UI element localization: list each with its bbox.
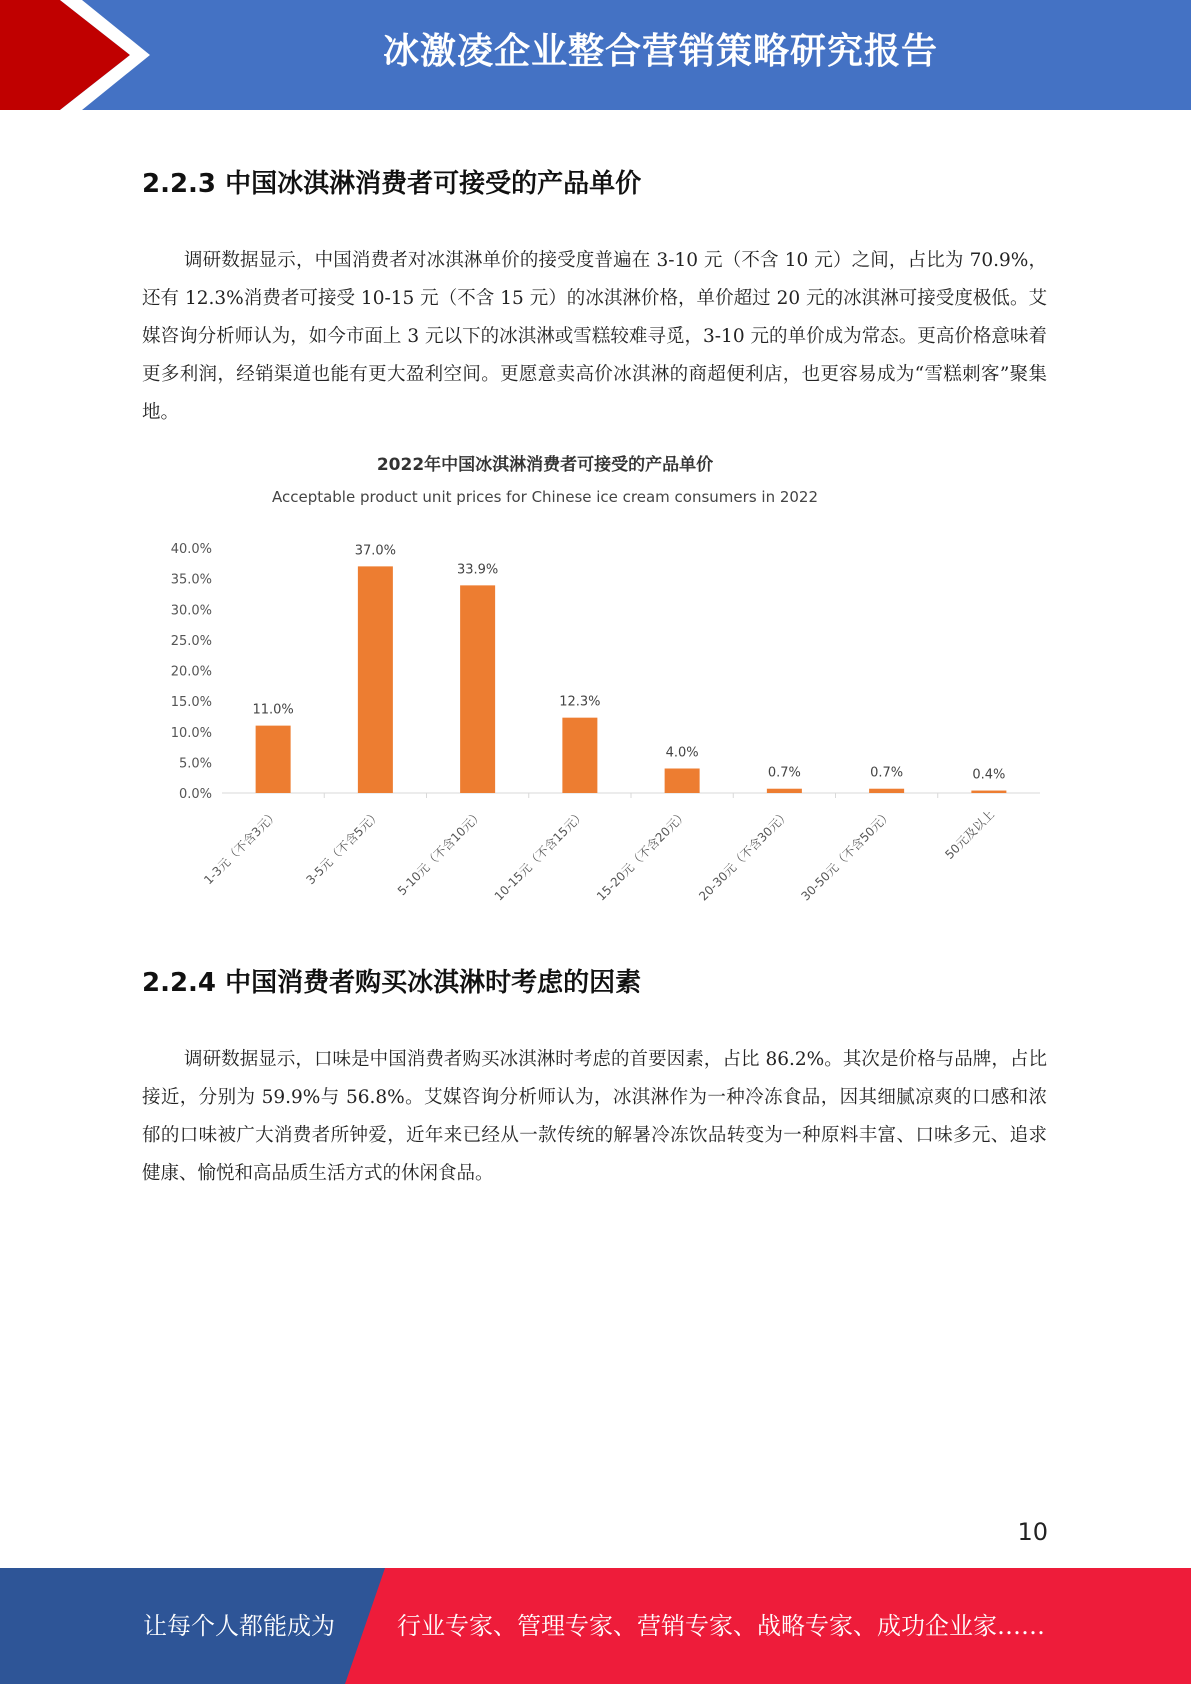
y-tick-label: 0.0% [178, 787, 212, 802]
y-tick-label: 35.0% [170, 572, 212, 588]
bar [256, 726, 291, 793]
bar-value-label: 0.7% [767, 765, 801, 781]
x-category-label: 15-20元（不含20元） [593, 807, 691, 904]
footer-slogan-left: 让每个人都能成为 [143, 1612, 335, 1640]
chart-title: 2022年中国冰淇淋消费者可接受的产品单价 [376, 455, 714, 475]
x-category-label: 30-50元（不含50元） [798, 807, 895, 904]
y-tick-label: 15.0% [170, 695, 212, 711]
section-paragraph-unit-price: 调研数据显示，中国消费者对冰淇淋单价的接受度普遍在 3-10 元（不含 10 元）之间，占比为 70.9%，还有 12.3%消费者可接受 10-15 元（不含 15 元）的冰淇淋价格，单价超过 20 元的冰淇淋可接受度极低。艾媒咨询分析师认为，如今市面上 3 元以下的冰淇淋或雪糕较难寻觅，3-10 元的单价成为常态。更高价格意味着更多利润，经销渠道也能有更大盈利空间。更愿意卖高价冰淇淋的商超便利店，也更容易成为“雪糕刺客”聚集地。 [142, 250, 1047, 423]
y-tick-label: 25.0% [170, 633, 212, 649]
chart-subtitle: Acceptable product unit prices for Chinese ice cream consumers in 2022 [271, 488, 819, 506]
bar-value-label: 12.3% [559, 694, 601, 710]
bar [460, 585, 495, 793]
report-title: 冰激凌企业整合营销策略研究报告 [382, 31, 938, 72]
bar [869, 789, 904, 793]
y-tick-label: 5.0% [178, 756, 212, 772]
footer-slogan-right: 行业专家、管理专家、营销专家、战略专家、成功企业家…… [397, 1612, 1045, 1640]
section-paragraph-purchase-factors: 调研数据显示，口味是中国消费者购买冰淇淋时考虑的首要因素，占比 86.2%。其次是价格与品牌，占比接近，分别为 59.9%与 56.8%。艾媒咨询分析师认为，冰淇淋作为一种冷冻食品，因其细腻凉爽的口感和浓郁的口味被广大消费者所钟爱，近年来已经从一款传统的解暑冷冻饮品转变为一种原料丰富、口味多元、追求健康、愉悦和高品质生活方式的休闲食品。 [142, 1049, 1047, 1184]
bar-value-label: 33.9% [456, 562, 499, 578]
y-tick-label: 30.0% [170, 603, 212, 619]
y-tick-label: 40.0% [170, 542, 212, 557]
y-tick-label: 10.0% [170, 725, 212, 741]
bar-value-label: 4.0% [665, 745, 699, 761]
x-category-label: 3-5元（不含5元） [303, 807, 384, 888]
bar-value-label: 0.4% [972, 767, 1006, 783]
bar [767, 789, 802, 793]
section-heading-unit-price: 2.2.3 中国冰淇淋消费者可接受的产品单价 [142, 169, 642, 199]
x-category-label: 50元及以上 [942, 807, 997, 862]
bar [358, 566, 393, 793]
header-banner [0, 0, 1191, 110]
bar-value-label: 11.0% [252, 702, 294, 718]
x-category-label: 1-3元（不含3元） [201, 807, 282, 888]
x-category-label: 5-10元（不含10元） [394, 807, 486, 899]
bar-value-label: 37.0% [354, 543, 397, 559]
bar [562, 718, 597, 793]
x-category-label: 20-30元（不含30元） [696, 807, 793, 904]
page-number: 10 [1017, 1518, 1048, 1546]
unit-price-bar-chart [150, 448, 1050, 928]
section-heading-purchase-factors: 2.2.4 中国消费者购买冰淇淋时考虑的因素 [142, 968, 642, 998]
bar [971, 791, 1006, 793]
y-tick-label: 20.0% [170, 664, 212, 680]
x-category-label: 10-15元（不含15元） [491, 807, 588, 904]
bar [665, 769, 700, 794]
bar-value-label: 0.7% [870, 765, 904, 781]
footer-banner [0, 1568, 1191, 1684]
